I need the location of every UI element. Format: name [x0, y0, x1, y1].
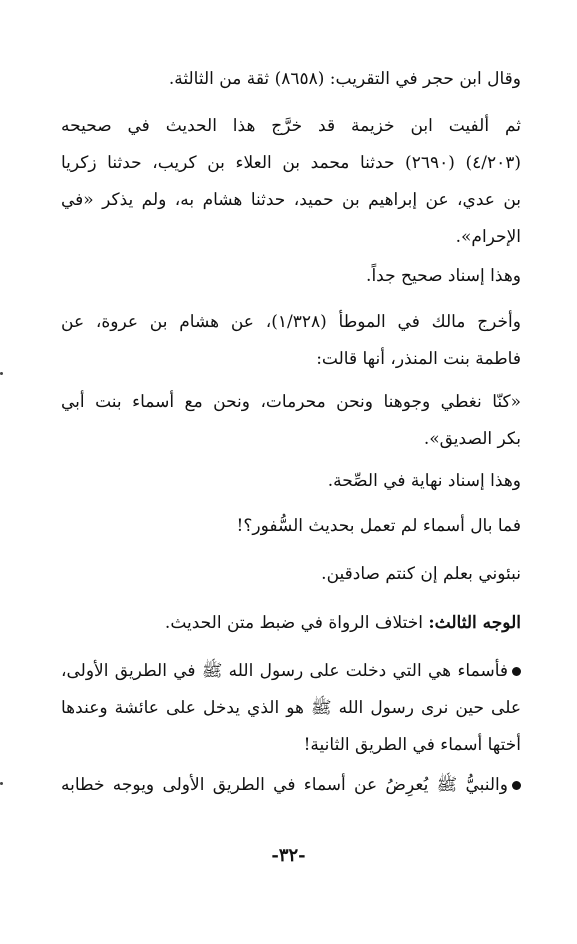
- text-line: وأخرج مالك في الموطأ (١/٣٢٨)، عن هشام بن عروة، عن: [61, 312, 521, 332]
- text-line: فاطمة بنت المنذر، أنها قالت:: [316, 349, 521, 369]
- text-line: نبئوني بعلم إن كنتم صادقين.: [321, 564, 521, 584]
- text-line: على حين نرى رسول الله ﷺ هو الذي يدخل على عائشة وعندها: [61, 698, 521, 718]
- text-line: بكر الصديق».: [423, 429, 521, 449]
- bullet-line: [61, 660, 521, 682]
- scan-mark: [0, 782, 3, 785]
- text-line: وهذا إسناد نهاية في الصِّحة.: [327, 471, 521, 491]
- bullet-icon: [512, 781, 521, 790]
- text-line: وهذا إسناد صحيح جداً.: [366, 266, 521, 286]
- text-line: فما بال أسماء لم تعمل بحديث السُّفور؟!: [236, 516, 521, 536]
- text-line: أختها أسماء في الطريق الثانية!: [303, 735, 521, 755]
- text-line: ثم ألفيت ابن خزيمة قد خرَّج هذا الحديث في صحيحه: [61, 116, 521, 136]
- text-line: بن عدي، عن إبراهيم بن حميد، حدثنا هشام به، ولم يذكر «في: [61, 190, 521, 210]
- bullet-text: والنبيُّ ﷺ يُعرِضُ عن أسماء في الطريق الأولى ويوجه خطابه: [61, 775, 508, 795]
- section-heading-text: اختلاف الرواة في ضبط متن الحديث.: [164, 613, 429, 633]
- section-heading-line: [61, 612, 521, 634]
- text-line: (٤/٢٠٣) (٢٦٩٠) حدثنا محمد بن العلاء بن كريب، حدثنا زكريا: [61, 153, 521, 173]
- text-line: وقال ابن حجر في التقريب: (٨٦٥٨) ثقة من الثالثة.: [168, 69, 521, 89]
- bullet-text: فأسماء هي التي دخلت على رسول الله ﷺ في الطريق الأولى،: [61, 661, 508, 681]
- scan-mark: [0, 372, 3, 375]
- text-line: «كنّا نغطي وجوهنا ونحن محرمات، ونحن مع أسماء بنت أبي: [61, 392, 521, 412]
- bullet-line: [61, 774, 521, 796]
- page-number: -٣٢-: [271, 845, 306, 866]
- section-heading: الوجه الثالث:: [428, 613, 521, 633]
- text-line: الإحرام».: [455, 227, 521, 247]
- bullet-icon: [512, 667, 521, 676]
